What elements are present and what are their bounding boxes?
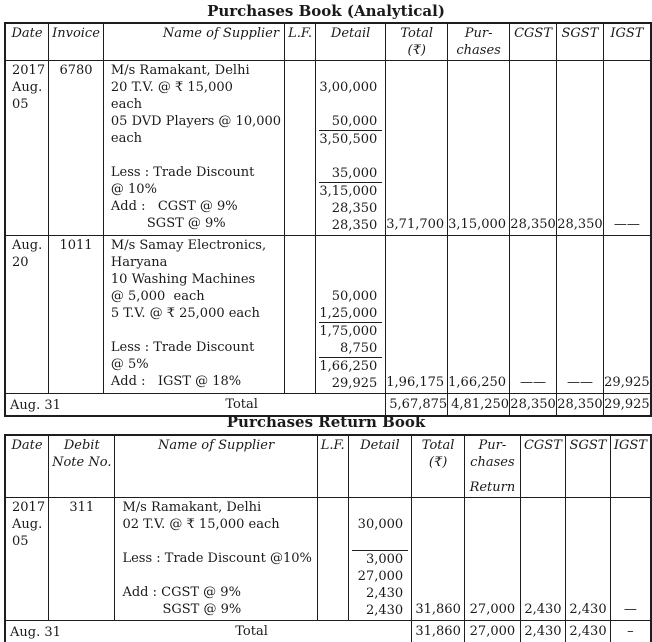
col-header-date: Date xyxy=(5,23,49,61)
supplier-cell: M/s Ramakant, Delhi 02 T.V. @ ₹ 15,000 each Less : Trade Discount @10% Add : CGST @ 9% SGST @ 9% xyxy=(115,498,317,621)
col-header-lf: L.F. xyxy=(317,435,348,498)
date-cell: 2017 Aug. 05 xyxy=(5,498,49,621)
col-header-sgst: SGST xyxy=(557,23,604,61)
col-header-detail: Detail xyxy=(315,23,385,61)
col-header-purchases: Pur- chases xyxy=(448,23,510,61)
sgst-cell: —— xyxy=(557,236,604,394)
lf-cell xyxy=(285,236,316,394)
supplier-cell: M/s Ramakant, Delhi 20 T.V. @ ₹ 15,000 each 05 DVD Players @ 10,000 each Less : Trade Discount @ 10% Add : CGST @ 9% SGST @ 9% xyxy=(103,61,284,236)
col-header-igst: IGST xyxy=(610,435,651,498)
summary-total-label: Total xyxy=(225,397,258,412)
supplier-cell: M/s Samay Electronics, Haryana 10 Washing Machines @ 5,000 each 5 T.V. @ ₹ 25,000 each Less : Trade Discount @ 5% Add : IGST @ 18% xyxy=(103,236,284,394)
col-header-igst: IGST xyxy=(603,23,651,61)
col-header-purchases-return: Pur- chases Return xyxy=(465,435,521,498)
summary-date: Aug. 31 xyxy=(10,625,61,640)
entry-row xyxy=(5,61,651,236)
col-header-cgst: CGST xyxy=(520,435,565,498)
sgst-cell: 2,430 xyxy=(566,498,611,621)
summary-row xyxy=(5,621,651,642)
invoice-cell: 6780 xyxy=(49,61,104,236)
summary-total: 31,860 xyxy=(412,621,465,642)
col-header-sgst: SGST xyxy=(566,435,611,498)
total-cell: 31,860 xyxy=(412,498,465,621)
col-header-date: Date xyxy=(5,435,49,498)
col-header-debit-note: Debit Note No. xyxy=(49,435,115,498)
col-header-total: Total (₹) xyxy=(412,435,465,498)
col-header-total: Total (₹) xyxy=(386,23,448,61)
col-header-lf: L.F. xyxy=(285,23,316,61)
purchases-cell: 3,15,000 xyxy=(448,61,510,236)
summary-total: 5,67,875 xyxy=(386,394,448,417)
date-cell: 2017 Aug. 05 xyxy=(5,61,49,236)
summary-label-cell xyxy=(5,621,412,642)
summary-sgst: 2,430 xyxy=(566,621,611,642)
purchases-return-book-table xyxy=(4,434,652,642)
purchases-return-cell: 27,000 xyxy=(465,498,521,621)
total-cell: 1,96,175 xyxy=(386,236,448,394)
summary-purchases-return: 27,000 xyxy=(465,621,521,642)
lf-cell xyxy=(317,498,348,621)
detail-cell: 30,000 3,000 27,000 2,430 2,430 xyxy=(348,498,411,621)
summary-total-label: Total xyxy=(235,624,268,639)
date-cell: Aug. 20 xyxy=(5,236,49,394)
total-cell: 3,71,700 xyxy=(386,61,448,236)
purchases-cell: 1,66,250 xyxy=(448,236,510,394)
lf-cell xyxy=(285,61,316,236)
detail-cell: 50,000 1,25,000 1,75,000 8,750 1,66,250 29,925 xyxy=(315,236,385,394)
purchases-return-book-title: Purchases Return Book xyxy=(226,413,426,431)
cgst-cell: 2,430 xyxy=(520,498,565,621)
header-row xyxy=(5,435,651,498)
header-row xyxy=(5,23,651,61)
col-header-detail: Detail xyxy=(348,435,411,498)
summary-cgst: 28,350 xyxy=(510,394,557,417)
summary-sgst: 28,350 xyxy=(557,394,604,417)
col-header-cgst: CGST xyxy=(510,23,557,61)
cgst-cell: 28,350 xyxy=(510,61,557,236)
igst-cell: — xyxy=(610,498,651,621)
summary-igst: – xyxy=(610,621,651,642)
purchases-book-table xyxy=(4,22,652,417)
col-header-invoice: Invoice xyxy=(49,23,104,61)
col-header-supplier: Name of Supplier xyxy=(103,23,284,61)
summary-cgst: 2,430 xyxy=(520,621,565,642)
summary-date: Aug. 31 xyxy=(10,398,61,413)
purchases-book-title: Purchases Book (Analytical) xyxy=(207,2,445,20)
detail-cell: 3,00,000 50,000 3,50,500 35,000 3,15,000 28,350 28,350 xyxy=(315,61,385,236)
entry-row xyxy=(5,498,651,621)
igst-cell: —— xyxy=(603,61,651,236)
sgst-cell: 28,350 xyxy=(557,61,604,236)
debit-note-cell: 311 xyxy=(49,498,115,621)
summary-igst: 29,925 xyxy=(603,394,651,417)
summary-purchases: 4,81,250 xyxy=(448,394,510,417)
entry-row xyxy=(5,236,651,394)
invoice-cell: 1011 xyxy=(49,236,104,394)
igst-cell: 29,925 xyxy=(603,236,651,394)
col-header-supplier: Name of Supplier xyxy=(115,435,317,498)
cgst-cell: —— xyxy=(510,236,557,394)
